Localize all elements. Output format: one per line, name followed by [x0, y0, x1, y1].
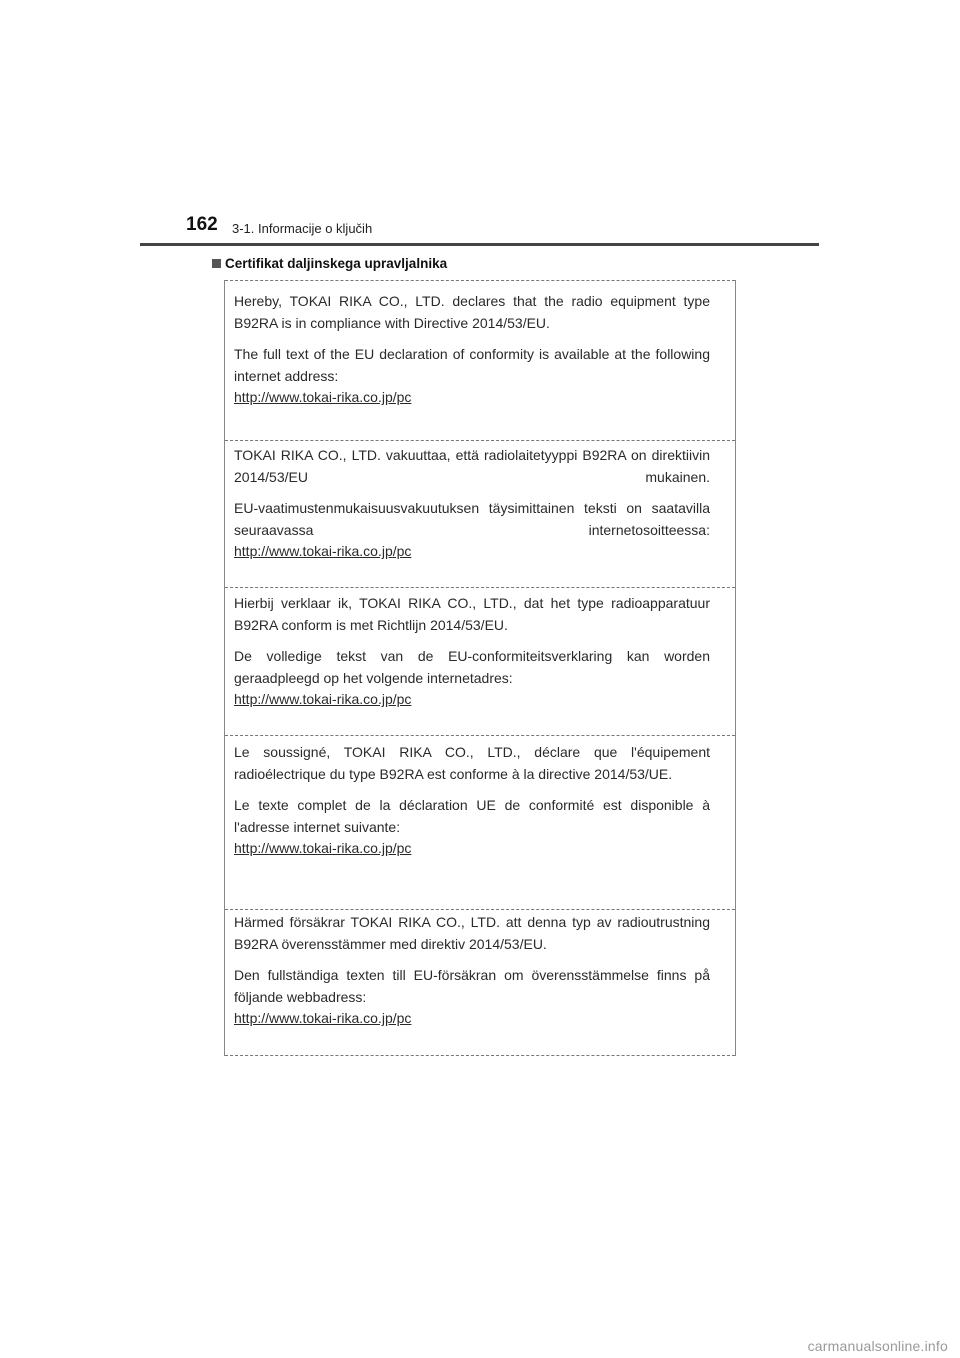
declaration-availability: EU-vaatimustenmukaisuusvakuutuksen täysimittainen teksti on saatavilla seuraavassa internetosoitteessa: — [234, 500, 710, 538]
declaration-divider — [225, 909, 735, 910]
declaration-sv — [234, 912, 710, 1030]
declaration-fi — [234, 445, 710, 563]
declaration-url-link[interactable]: http://www.tokai-rika.co.jp/pc — [234, 1010, 412, 1026]
declaration-url-link[interactable]: http://www.tokai-rika.co.jp/pc — [234, 691, 412, 707]
certificate-box — [224, 280, 736, 1056]
page-number: 162 — [186, 214, 218, 235]
breadcrumb: 3-1. Informacije o ključih — [232, 221, 373, 236]
declaration-statement: Hierbij verklaar ik, TOKAI RIKA CO., LTD., dat het type radioapparatuur B92RA conform is met Richtlijn 2014/53/EU. — [234, 595, 710, 633]
declaration-fr — [234, 742, 710, 860]
declaration-divider — [225, 735, 735, 736]
declaration-statement: Härmed försäkrar TOKAI RIKA CO., LTD. att denna typ av radioutrustning B92RA överensstämmer med direktiv 2014/53/EU. — [234, 914, 710, 952]
box-top-border — [225, 280, 735, 281]
declaration-en — [234, 291, 710, 409]
declaration-availability: The full text of the EU declaration of conformity is available at the following internet address: — [234, 346, 710, 384]
watermark: carmanualsonline.info — [807, 1338, 948, 1354]
declaration-url-link[interactable]: http://www.tokai-rika.co.jp/pc — [234, 840, 412, 856]
declaration-availability: Den fullständiga texten till EU-försäkran om överensstämmelse finns på följande webbadress: — [234, 967, 710, 1005]
declaration-url-link[interactable]: http://www.tokai-rika.co.jp/pc — [234, 543, 412, 559]
declaration-availability: Le texte complet de la déclaration UE de conformité est disponible à l'adresse internet suivante: — [234, 797, 710, 835]
declaration-availability: De volledige tekst van de EU-conformiteitsverklaring kan worden geraadpleegd op het volgende internetadres: — [234, 648, 710, 686]
declaration-statement: TOKAI RIKA CO., LTD. vakuuttaa, että radiolaitetyyppi B92RA on direktiivin 2014/53/EU mukainen. — [234, 447, 710, 485]
square-bullet-icon — [212, 259, 221, 268]
section-heading — [212, 256, 447, 271]
box-bottom-border — [225, 1055, 735, 1056]
declaration-statement: Le soussigné, TOKAI RIKA CO., LTD., déclare que l'équipement radioélectrique du type B92RA est conforme à la directive 2014/53/UE. — [234, 744, 710, 782]
section-heading-text: Certifikat daljinskega upravljalnika — [225, 256, 448, 271]
header-divider — [140, 243, 819, 246]
declaration-divider — [225, 587, 735, 588]
declaration-nl — [234, 593, 710, 711]
declaration-url-link[interactable]: http://www.tokai-rika.co.jp/pc — [234, 389, 412, 405]
declaration-statement: Hereby, TOKAI RIKA CO., LTD. declares that the radio equipment type B92RA is in compliance with Directive 2014/53/EU. — [234, 293, 710, 331]
declaration-divider — [225, 440, 735, 441]
